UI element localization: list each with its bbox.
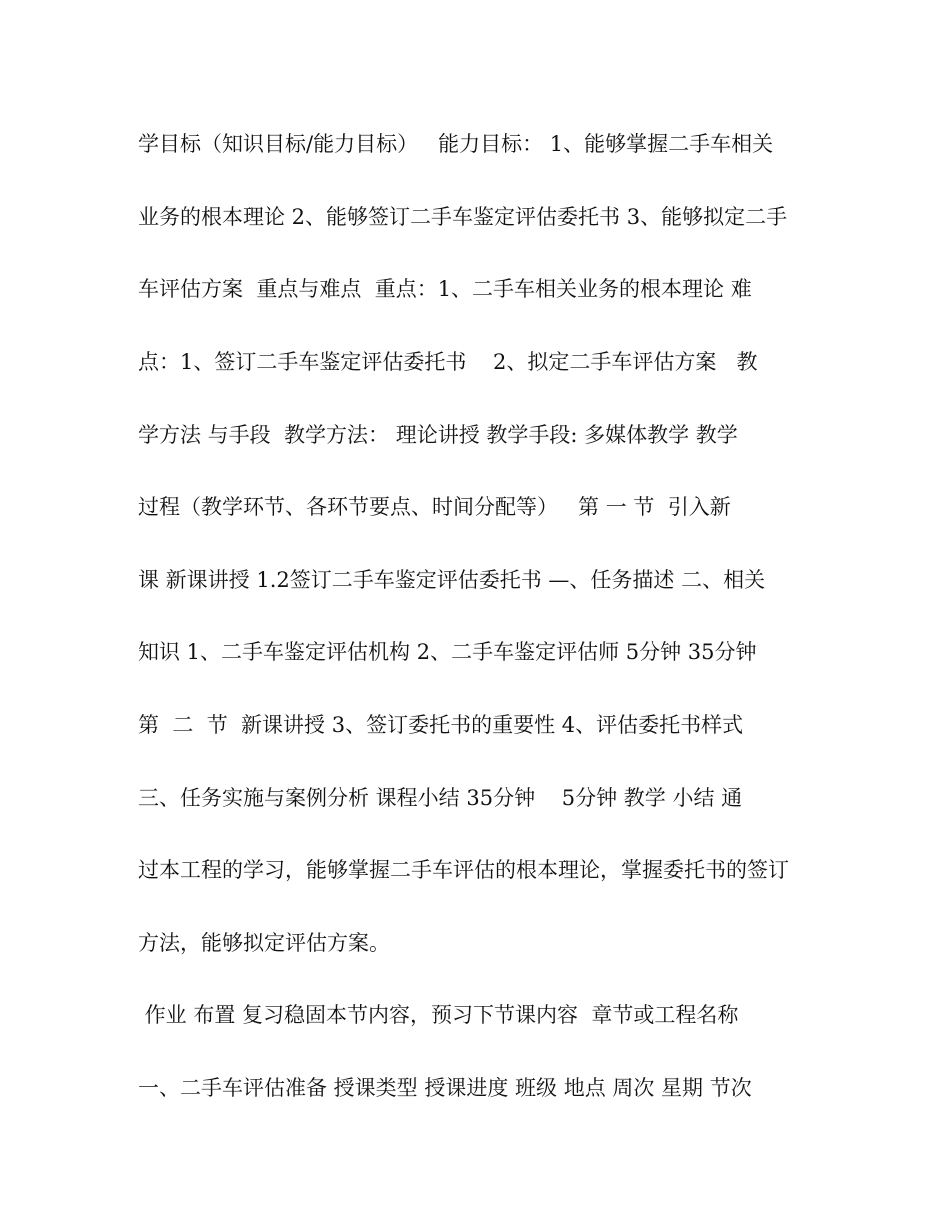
text-line: 作业 布置 复习稳固本节内容，预习下节课内容 章节或工程名称 <box>138 1003 739 1027</box>
text-line: 点：1、签订二手车鉴定评估委托书 2、拟定二手车评估方案 教 <box>138 350 758 374</box>
text-line: 学方法 与手段 教学方法： 理论讲授 教学手段: 多媒体教学 教学 <box>138 423 738 447</box>
text-line: 车评估方案 重点与难点 重点：1、二手车相关业务的根本理论 难 <box>138 277 752 301</box>
text-line: 方法，能够拟定评估方案。 <box>138 931 390 955</box>
text-line: 第 二 节 新课讲授 3、签订委托书的重要性 4、评估委托书样式 <box>138 713 744 737</box>
text-line: 过本工程的学习，能够掌握二手车评估的根本理论，掌握委托书的签订 <box>138 858 789 882</box>
text-line: 过程（教学环节、各环节要点、时间分配等） 第 一 节 引入新 <box>138 495 731 519</box>
text-line: 业务的根本理论 2、能够签订二手车鉴定评估委托书 3、能够拟定二手 <box>138 205 788 229</box>
text-line: 三、任务实施与案例分析 课程小结 35分钟 5分钟 教学 小结 通 <box>138 786 743 810</box>
text-line: 学目标（知识目标/能力目标） 能力目标： 1、能够掌握二手车相关 <box>138 132 774 156</box>
text-line: 一、二手车评估准备 授课类型 授课进度 班级 地点 周次 星期 节次 <box>138 1076 752 1100</box>
text-line: 课 新课讲授 1.2签订二手车鉴定评估委托书 —、任务描述 二、相关 <box>138 568 766 592</box>
text-line: 知识 1、二手车鉴定评估机构 2、二手车鉴定评估师 5分钟 35分钟 <box>138 640 757 664</box>
